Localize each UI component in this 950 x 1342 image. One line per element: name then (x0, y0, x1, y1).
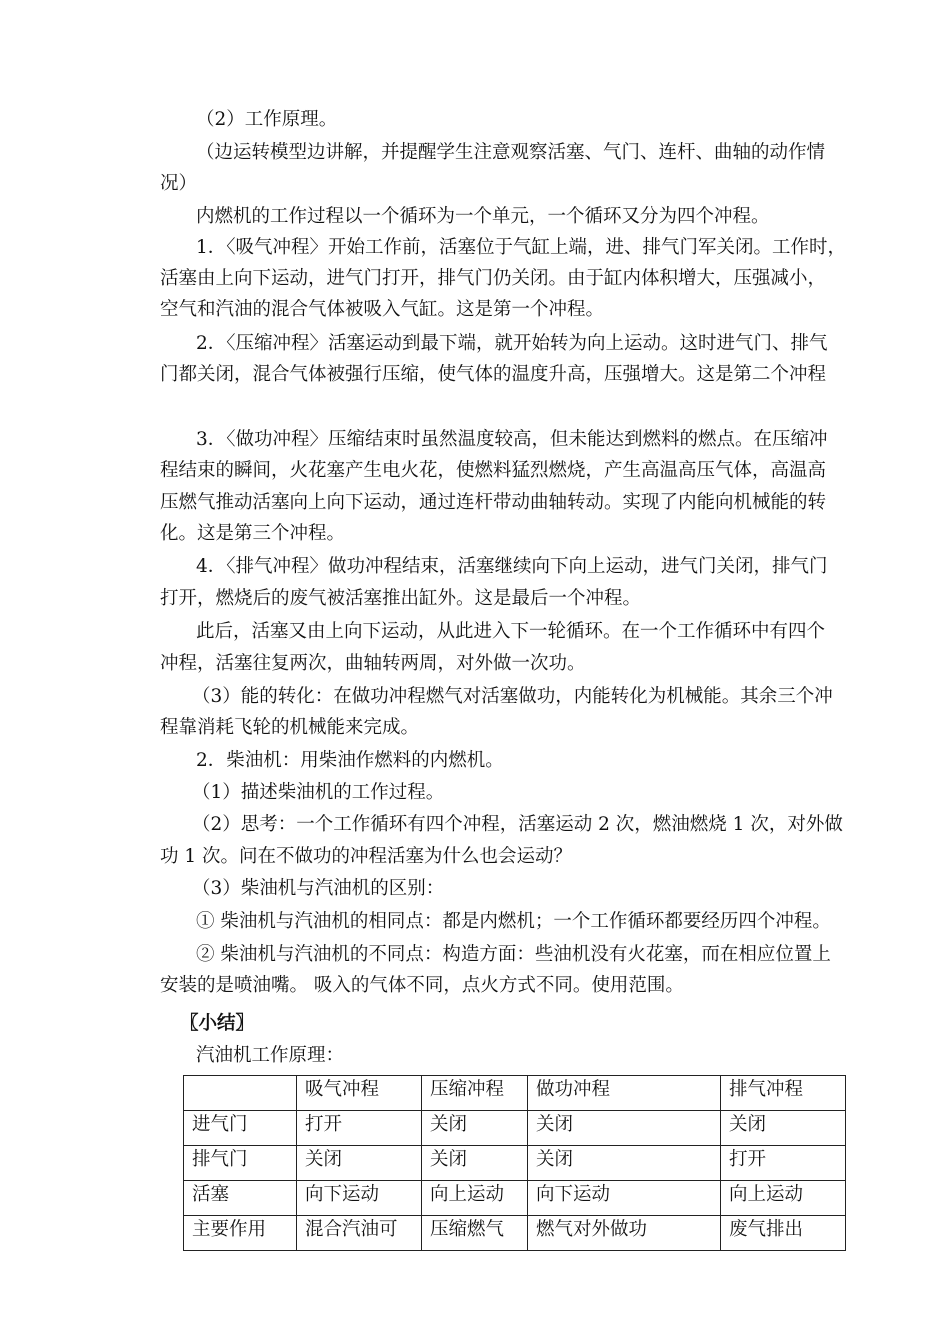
paragraph: 程结束的瞬间，火花塞产生电火花，使燃料猛烈燃烧，产生高温高压气体，高温高 (160, 460, 827, 481)
paragraph: （3）柴油机与汽油机的区别： (192, 878, 445, 899)
paragraph: 此后，活塞又由上向下运动，从此进入下一轮循环。在一个工作循环中有四个 (196, 621, 826, 642)
table-cell: 主要作用 (184, 1216, 297, 1251)
paragraph: 打开，燃烧后的废气被活塞推出缸外。这是最后一个冲程。 (160, 588, 642, 609)
summary-subtitle: 汽油机工作原理： (196, 1045, 345, 1066)
table-row (184, 1111, 846, 1146)
paragraph: 空气和汽油的混合气体被吸入气缸。这是第一个冲程。 (160, 299, 605, 320)
table-cell: 混合汽油可 (297, 1216, 422, 1251)
paragraph: 活塞由上向下运动，进气门打开，排气门仍关闭。由于缸内体积增大，压强减小， (160, 268, 827, 289)
paragraph: 程靠消耗飞轮的机械能来完成。 (160, 717, 420, 738)
table-cell: 向下运动 (297, 1181, 422, 1216)
table-cell: 活塞 (184, 1181, 297, 1216)
paragraph: （3）能的转化：在做功冲程燃气对活塞做功，内能转化为机械能。其余三个冲 (192, 686, 833, 707)
paragraph: 化。这是第三个冲程。 (160, 523, 346, 544)
paragraph: （2）思考：一个工作循环有四个冲程，活塞运动 2 次，燃油燃烧 1 次，对外做 (192, 814, 843, 835)
table-header-cell (184, 1076, 297, 1111)
table-cell: 燃气对外做功 (528, 1216, 721, 1251)
table-cell: 向上运动 (422, 1181, 528, 1216)
table-cell: 关闭 (297, 1146, 422, 1181)
table-header-cell: 做功冲程 (528, 1076, 721, 1111)
table-row (184, 1146, 846, 1181)
summary-table (183, 1075, 846, 1251)
table-cell: 打开 (721, 1146, 846, 1181)
table-cell: 废气排出 (721, 1216, 846, 1251)
table-row (184, 1216, 846, 1251)
table-header-cell: 压缩冲程 (422, 1076, 528, 1111)
table-cell: 向下运动 (528, 1181, 721, 1216)
paragraph: 2．柴油机：用柴油作燃料的内燃机。 (196, 750, 504, 771)
table-cell: 关闭 (528, 1111, 721, 1146)
table-cell: 排气门 (184, 1146, 297, 1181)
table-cell: 关闭 (528, 1146, 721, 1181)
table-header-row (184, 1076, 846, 1111)
paragraph: 4．〈排气冲程〉做功冲程结束，活塞继续向下向上运动，进气门关闭，排气门 (196, 556, 828, 577)
paragraph: （2）工作原理。 (196, 109, 338, 130)
table-cell: 打开 (297, 1111, 422, 1146)
paragraph: ① 柴油机与汽油机的相同点：都是内燃机；一个工作循环都要经历四个冲程。 (196, 911, 831, 932)
table-cell: 关闭 (721, 1111, 846, 1146)
paragraph: 冲程，活塞往复两次，曲轴转两周，对外做一次功。 (160, 653, 586, 674)
paragraph: ② 柴油机与汽油机的不同点：构造方面：些油机没有火花塞，而在相应位置上 (196, 944, 831, 965)
paragraph: 安装的是喷油嘴。 吸入的气体不同，点火方式不同。使用范围。 (160, 975, 684, 996)
paragraph: 门都关闭，混合气体被强行压缩，使气体的温度升高，压强增大。这是第二个冲程 (160, 364, 827, 385)
table-header-cell: 吸气冲程 (297, 1076, 422, 1111)
paragraph: 1．〈吸气冲程〉开始工作前，活塞位于气缸上端，进、排气门军关闭。工作时， (196, 237, 847, 258)
paragraph: （边运转模型边讲解，并提醒学生注意观察活塞、气门、连杆、曲轴的动作情 (196, 142, 826, 163)
paragraph: 2．〈压缩冲程〉活塞运动到最下端，就开始转为向上运动。这时进气门、排气 (196, 333, 828, 354)
paragraph: 功 1 次。问在不做功的冲程活塞为什么也会运动？ (160, 846, 573, 867)
table-row (184, 1181, 846, 1216)
paragraph: 压燃气推动活塞向上向下运动，通过连杆带动曲轴转动。实现了内能向机械能的转 (160, 492, 827, 513)
table-cell: 关闭 (422, 1111, 528, 1146)
paragraph: 3．〈做功冲程〉压缩结束时虽然温度较高，但未能达到燃料的燃点。在压缩冲 (196, 429, 828, 450)
table-cell: 向上运动 (721, 1181, 846, 1216)
table-cell: 进气门 (184, 1111, 297, 1146)
summary-heading: 〖小结〗 (180, 1013, 255, 1034)
paragraph: 内燃机的工作过程以一个循环为一个单元，一个循环又分为四个冲程。 (196, 206, 770, 227)
table-cell: 关闭 (422, 1146, 528, 1181)
table-header-cell: 排气冲程 (721, 1076, 846, 1111)
table-cell: 压缩燃气 (422, 1216, 528, 1251)
paragraph: 况） (160, 173, 198, 194)
paragraph: （1）描述柴油机的工作过程。 (192, 782, 445, 803)
